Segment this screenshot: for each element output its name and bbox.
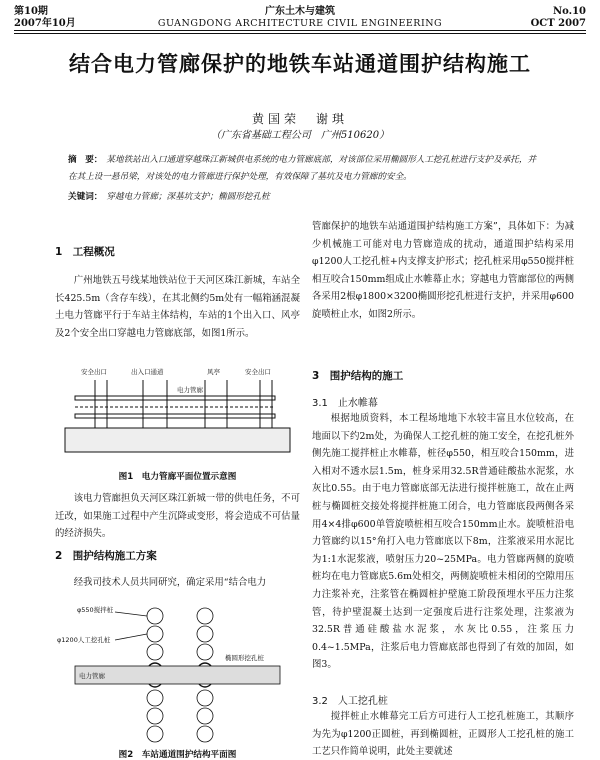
keywords [68,189,538,206]
journal-en: GUANGDONG ARCHITECTURE CIVIL ENGINEERING [157,18,443,29]
section-2-para-cont: 管廊保护的地铁车站通道围护结构施工方案”，具体如下：为减少机械施工可能对电力管廊造成的扰动，通道围护结构采用φ1200人工挖孔桩+内支撑支护形式；挖孔桩采用φ550搅拌桩相互咬合150mm组成止水帷幕止水；穿越电力管廊部位的两侧各采用2根φ1800×3200椭圆形挖孔桩进行支护，并采用φ600旋喷桩止水，如图2所示。 [312,221,574,320]
header-rule-thin [14,33,586,34]
section-3-heading: 3 围护结构的施工 [312,370,404,382]
figure-1-caption: 图1 电力管廊平面位置示意图 [118,472,237,482]
keywords-label: 关键词： [68,192,103,202]
duct-wall-bottom [75,414,275,418]
fig2-label-pile550: φ550搅拌桩 [77,606,114,614]
fan-passage [205,380,227,428]
fig2-label-pile1200: φ1200人工挖孔桩 [57,636,111,644]
fig1-label-duct: 电力管廊 [177,386,203,394]
station-body [65,428,290,452]
keywords-text: 穿越电力管廊；深基坑支护；椭圆形挖孔桩 [106,192,270,202]
section-2-para-1: 经我司技术人员共同研究，确定采用“结合电力 [73,577,267,588]
figure-1-diagram [55,362,300,467]
issue-en: No.10 [552,6,586,17]
figure-2-caption: 图2 车站通道围护结构平面图 [118,750,237,760]
header-rule [14,30,586,31]
entrance-passage [143,380,167,428]
abstract-text: 某地铁站出入口通道穿越珠江新城供电系统的电力管廊底部，对该部位采用椭圆形人工挖孔桩进行支护及承托，并在其上设一悬吊梁，对该处的电力管廊进行保护处理，有效保障了基坑及电力管廊的安全。 [68,155,537,182]
issue-cn: 第10期 [14,6,48,17]
header-journal [0,6,600,30]
fig1-label-exit2: 安全出口 [245,368,271,376]
leader-lines [115,612,147,640]
fig1-label-exit: 安全出口 [81,368,107,376]
duct-band [75,666,280,684]
exit-passage [95,380,107,428]
section-1-heading: 1 工程概况 [55,246,115,258]
journal-cn: 广东土木与建筑 [265,6,335,17]
fig2-label-oval: 椭圆形挖孔桩 [225,654,264,662]
affiliation: （广东省基础工程公司 广州510620） [210,130,390,141]
section-3-2-para: 搅拌桩止水帷幕完工后方可进行人工挖孔桩施工，其顺序为先为φ1200正圆桩，再到椭圆桩，正圆形人工挖孔桩的施工工艺只作简单说明，此处主要就述 [312,711,574,758]
duct-wall-top [75,396,275,400]
section-3-1-para: 根据地质资料，本工程场地地下水较丰富且水位较高，在地面以下约2m处，为确保人工挖孔桩的施工安全，在挖孔桩外侧先施工搅拌桩止水帷幕，桩径φ550，相互咬合150mm，进入相对不透水层1.5m，桩身采用32.5R普通硅酸盐水泥浆，水灰比0.55。由于电力管廊底部无法进行搅拌桩施工，故在止两桩与椭圆桩交接处将搅拌桩施工闭合，电力管廊底段两侧各采用4×4排φ600单管旋喷桩相互咬合150mm止水。旋喷桩沿电力管廊约以15°角打入电力管廊底以下8m，注浆液采用水泥比为1:1水泥浆液，喷射压力20~25MPa。电力管廊两侧的旋喷桩均在电力管廊底5.6m处相交，两侧旋喷桩未相闭的空隙用压力注浆补充，注浆管在椭圆桩护壁施工阶段预埋水平压力注浆管，待护壁混凝土达到一定强度后进行注浆处理，注浆液为32.5R普通硅酸盐水泥浆，水灰比0.55，注浆压力0.4~1.5MPa，注浆后电力管廊底部也得到了有效的加固，如图3。 [312,413,574,671]
fig1-label-entrance: 出入口通道 [131,368,164,376]
paper-title: 结合电力管廊保护的地铁车站通道围护结构施工 [69,52,531,76]
fig1-label-fan: 风亭 [207,368,220,376]
date-cn: 2007年10月 [14,18,76,29]
fig2-label-duct: 电力管廊 [79,672,105,680]
abstract-label: 摘 要： [68,155,103,165]
section-1-para-1: 广州地铁五号线某地铁站位于天河区珠江新城，车站全长425.5m（含存车线），在其北侧约5m处有一幅箱涵混凝土电力管廊平行于车站主体结构，车站的1个出入口、风亭及2个安全出口穿越电力管廊底部，如图1所示。 [55,275,300,339]
exit2-passage [260,380,272,428]
section-2-heading: 2 围护结构施工方案 [55,550,157,562]
date-en: OCT 2007 [530,18,586,29]
abstract [68,152,538,186]
section-1-para-2: 该电力管廊担负天河区珠江新城一带的供电任务，不可迁改，如果施工过程中产生沉降或变形，将会造成不可估量的经济损失。 [55,493,300,540]
authors: 黄国荣 谢琪 [251,112,348,126]
figure-2-diagram [55,598,300,748]
header-date [531,6,586,30]
section-3-1-heading: 3.1 止水帷幕 [312,398,378,409]
section-3-2-heading: 3.2 人工挖孔桩 [312,696,388,707]
